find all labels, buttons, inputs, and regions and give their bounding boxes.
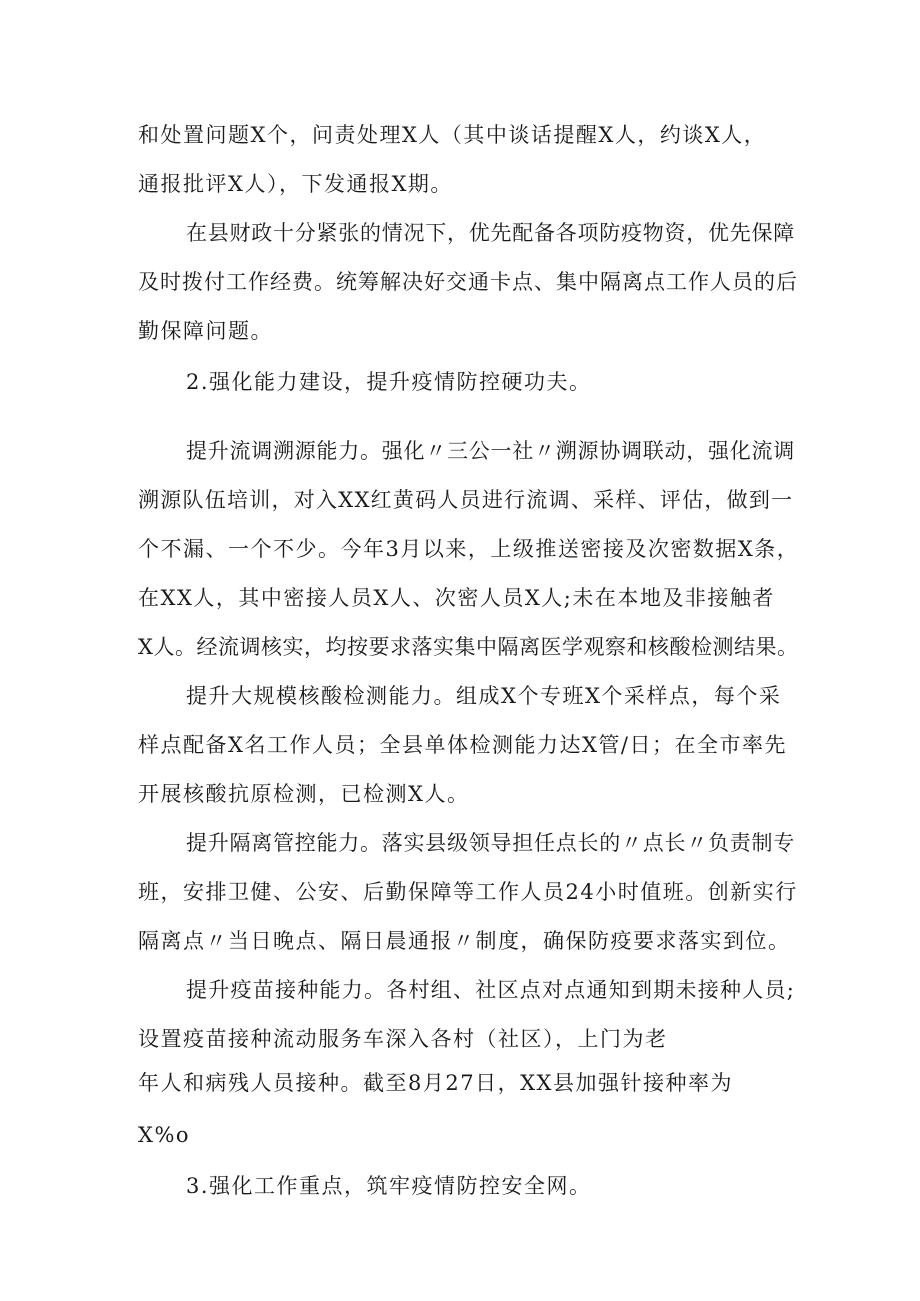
body-line-17: 隔离点〃当日晚点、隔日晨通报〃制度，确保防疫要求落实到位。	[138, 929, 791, 953]
body-line-7: 提升流调溯源能力。强化〃三公一社〃溯源协调联动，强化流调	[186, 439, 795, 463]
section-heading-2: 2.强化能力建设，提升疫情防控硬功夫。	[186, 370, 592, 394]
body-line-1: 和处置问题X个，问责处理X人（其中谈话提醒X人，约谈X人，	[138, 123, 767, 147]
body-line-4: 及时拨付工作经费。统筹解决好交通卡点、集中隔离点工作人员的后	[138, 270, 798, 294]
body-line-21: X%o	[138, 1123, 191, 1147]
body-line-16: 班，安排卫健、公安、后勤保障等工作人员24小时值班。创新实行	[138, 880, 798, 904]
section-heading-3: 3.强化工作重点，筑牢疫情防控安全网。	[186, 1174, 592, 1198]
body-line-2: 通报批评X人），下发通报X期。	[138, 172, 453, 196]
body-line-15: 提升隔离管控能力。落实县级领导担任点长的〃点长〃负责制专	[186, 831, 795, 855]
body-line-13: 样点配备X名工作人员；全县单体检测能力达X管/日；在全市率先	[138, 733, 787, 757]
body-line-3: 在县财政十分紧张的情况下，优先配备各项防疫物资，优先保障	[186, 221, 795, 245]
body-line-14: 开展核酸抗原检测，已检测X人。	[138, 782, 470, 806]
body-line-10: 在XX人，其中密接人员X人、次密人员X人;未在本地及非接触者	[138, 586, 775, 610]
body-line-11: X人。经流调核实，均按要求落实集中隔离医学观察和核酸检测结果。	[138, 635, 799, 659]
body-line-12: 提升大规模核酸检测能力。组成X个专班X个采样点，每个采	[186, 684, 782, 708]
body-line-19: 设置疫苗接种流动服务车深入各村（社区），上门为老	[138, 1027, 668, 1051]
body-line-5: 勤保障问题。	[138, 319, 273, 343]
body-line-9: 个不漏、一个不少。今年3月以来，上级推送密接及次密数据X条，	[138, 537, 800, 561]
body-line-8: 溯源队伍培训，对入XX红黄码人员进行流调、采样、评估，做到一	[138, 488, 794, 512]
body-line-18: 提升疫苗接种能力。各村组、社区点对点通知到期未接种人员;	[186, 978, 796, 1002]
body-line-20: 年人和病残人员接种。截至8月27日，XX县加强针接种率为	[138, 1071, 733, 1095]
